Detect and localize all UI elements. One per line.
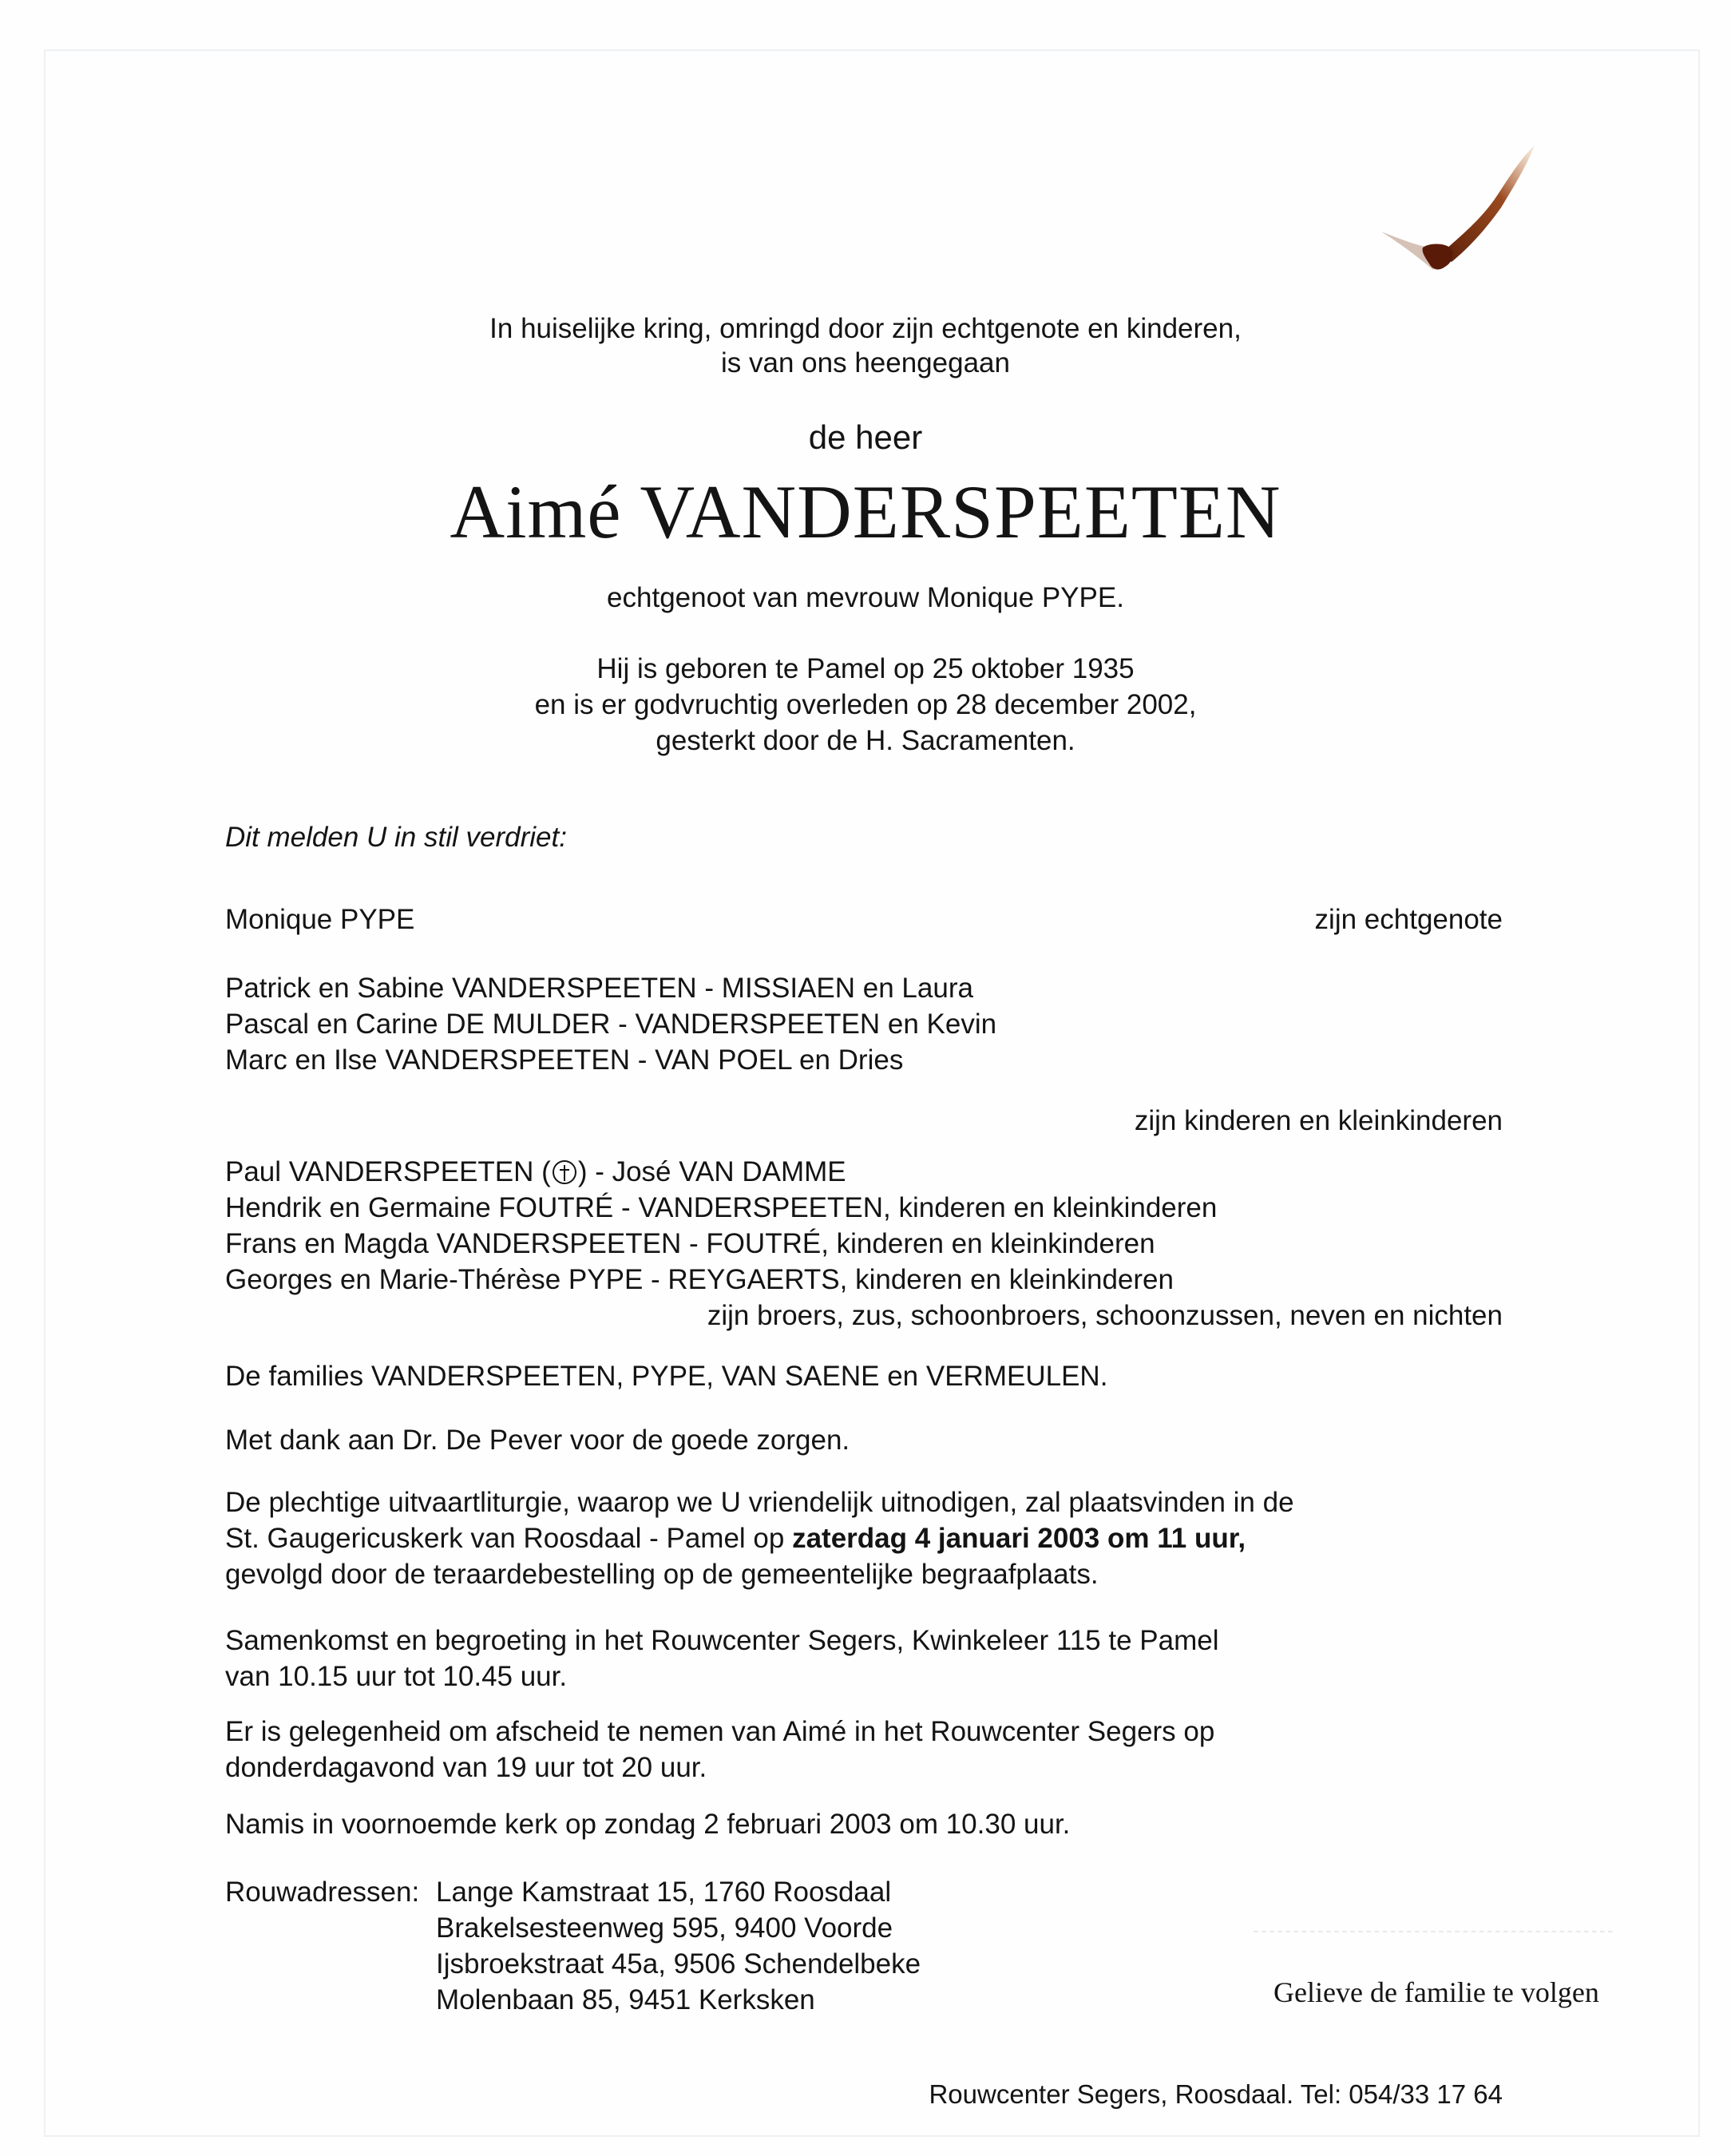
spouse-line: echtgenoot van mevrouw Monique PYPE.: [607, 582, 1124, 613]
sibling-line: Hendrik en Germaine FOUTRÉ - VANDERSPEETEN, kinderen en kleinkinderen: [225, 1192, 1218, 1223]
funeral-church: St. Gaugericuskerk van Roosdaal - Pamel op: [225, 1523, 793, 1554]
dashed-divider: [1254, 1931, 1613, 1932]
memorial-mass-line: Namis in voornoemde kerk op zondag 2 februari 2003 om 10.30 uur.: [225, 1809, 1071, 1840]
children-relation: zijn kinderen en kleinkinderen: [1134, 1105, 1503, 1136]
birth-line: Hij is geboren te Pamel op 25 oktober 1935: [596, 653, 1135, 684]
funeral-line: [225, 1521, 1246, 1556]
child-line: Pascal en Carine DE MULDER - VANDERSPEETEN en Kevin: [225, 1009, 997, 1040]
spouse-name: Monique PYPE: [225, 904, 415, 935]
sacraments-line: gesterkt door de H. Sacramenten.: [656, 725, 1075, 756]
sibling-line: [225, 1155, 846, 1190]
sibling-line: Frans en Magda VANDERSPEETEN - FOUTRÉ, kinderen en kleinkinderen: [225, 1228, 1155, 1259]
address-line: Molenbaan 85, 9451 Kerksken: [436, 1984, 815, 2015]
families-line: De families VANDERSPEETEN, PYPE, VAN SAENE en VERMEULEN.: [225, 1361, 1108, 1392]
address-line: Lange Kamstraat 15, 1760 Roosdaal: [436, 1877, 892, 1908]
death-line: en is er godvruchtig overleden op 28 december 2002,: [534, 689, 1197, 720]
announcement-heading: Dit melden U in stil verdriet:: [225, 822, 567, 853]
intro-line-1: In huiselijke kring, omringd door zijn echtgenote en kinderen,: [489, 313, 1242, 344]
undertaker-footer: Rouwcenter Segers, Roosdaal. Tel: 054/33 17 64: [929, 2079, 1503, 2109]
addresses-label: Rouwadressen:: [225, 1877, 420, 1908]
intro-line-2: is van ons heengegaan: [721, 347, 1010, 378]
deceased-name: Aimé VANDERSPEETEN: [450, 470, 1281, 554]
follow-note: Gelieve de familie te volgen: [1273, 1976, 1599, 2008]
cross-icon: [553, 1160, 576, 1184]
sibling-line-part: Paul VANDERSPEETEN (: [225, 1156, 551, 1187]
address-line: Ijsbroekstraat 45a, 9506 Schendelbeke: [436, 1948, 921, 1980]
spouse-relation: zijn echtgenote: [1314, 904, 1503, 935]
farewell-line: donderdagavond van 19 uur tot 20 uur.: [225, 1752, 707, 1783]
siblings-relation: zijn broers, zus, schoonbroers, schoonzussen, neven en nichten: [707, 1300, 1503, 1331]
child-line: Marc en Ilse VANDERSPEETEN - VAN POEL en Dries: [225, 1044, 904, 1076]
child-line: Patrick en Sabine VANDERSPEETEN - MISSIAEN en Laura: [225, 973, 973, 1004]
thanks-line: Met dank aan Dr. De Pever voor de goede zorgen.: [225, 1425, 850, 1456]
funeral-date: zaterdag 4 januari 2003 om 11 uur,: [792, 1523, 1246, 1554]
dove-icon: [1349, 136, 1549, 279]
farewell-line: Er is gelegenheid om afscheid te nemen van Aimé in het Rouwcenter Segers op: [225, 1716, 1215, 1747]
funeral-line: gevolgd door de teraardebestelling op de gemeentelijke begraafplaats.: [225, 1559, 1099, 1590]
gathering-line: Samenkomst en begroeting in het Rouwcenter Segers, Kwinkeleer 115 te Pamel: [225, 1625, 1219, 1656]
salutation: de heer: [808, 418, 923, 456]
funeral-line: De plechtige uitvaartliturgie, waarop we U vriendelijk uitnodigen, zal plaatsvinden in de: [225, 1487, 1294, 1518]
sibling-line-part: ) - José VAN DAMME: [577, 1156, 846, 1187]
address-line: Brakelsesteenweg 595, 9400 Voorde: [436, 1912, 893, 1944]
gathering-line: van 10.15 uur tot 10.45 uur.: [225, 1661, 568, 1692]
sibling-line: Georges en Marie-Thérèse PYPE - REYGAERTS, kinderen en kleinkinderen: [225, 1264, 1174, 1295]
